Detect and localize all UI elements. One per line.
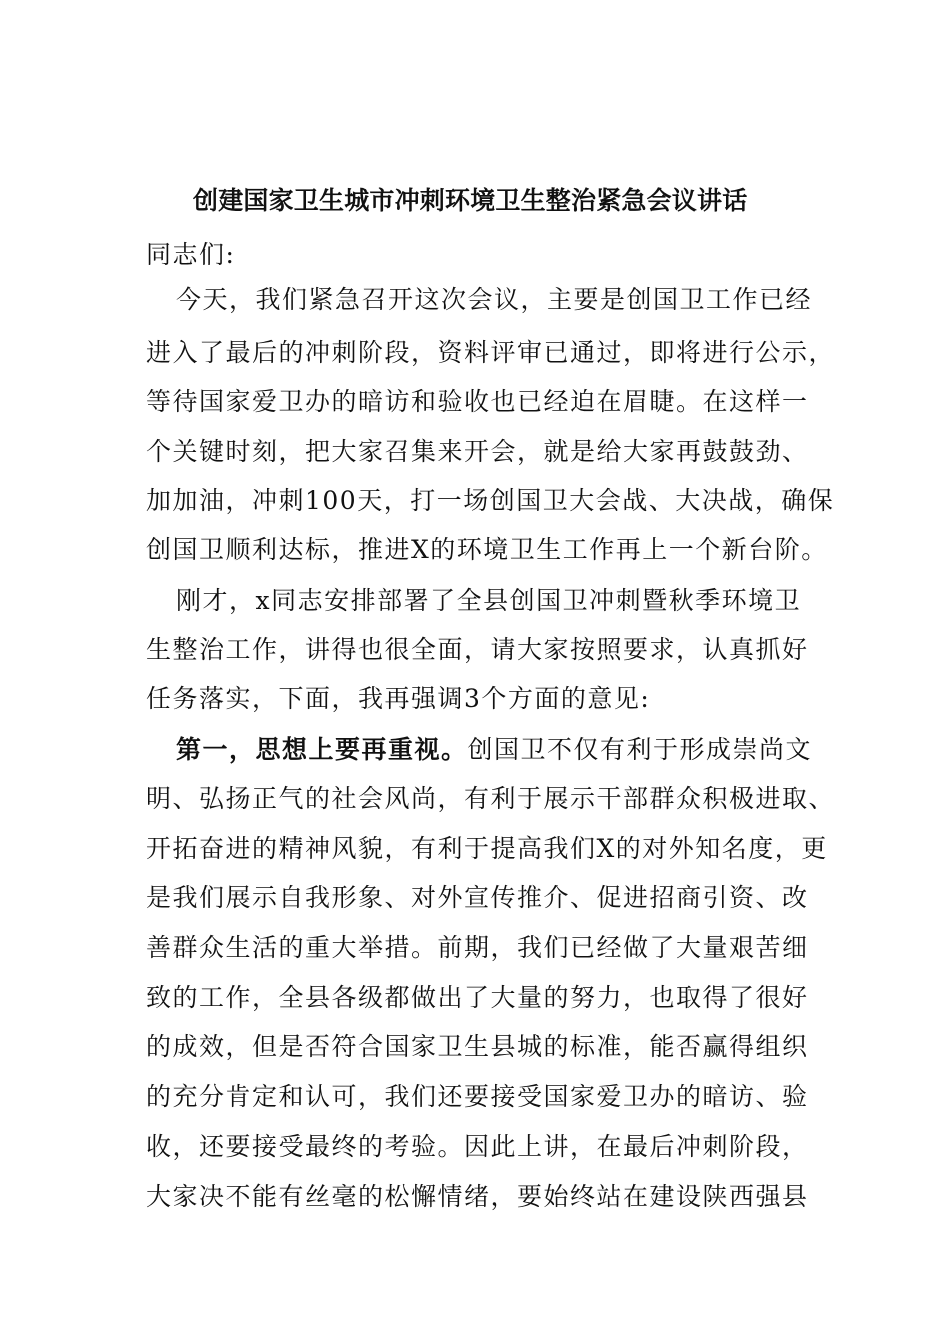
paragraph-line: 今天，我们紧急召开这次会议，主要是创国卫工作已经 <box>176 285 813 314</box>
paragraph-line: 任务落实，下面，我再强调3个方面的意见: <box>146 684 651 713</box>
paragraph-line: 开拓奋进的精神风貌，有利于提高我们X的对外知名度，更 <box>146 834 828 863</box>
paragraph-line: 的充分肯定和认可，我们还要接受国家爱卫办的暗访、验 <box>146 1082 809 1111</box>
paragraph-line: 是我们展示自我形象、对外宣传推介、促进招商引资、改 <box>146 883 809 912</box>
salutation: 同志们: <box>146 240 236 269</box>
paragraph-line: 生整治工作，讲得也很全面，请大家按照要求，认真抓好 <box>146 635 809 664</box>
section-heading: 第一，思想上要再重视。 <box>176 735 468 764</box>
paragraph-line: 的成效，但是否符合国家卫生县城的标准，能否赢得组织 <box>146 1032 809 1061</box>
paragraph-line: 致的工作，全县各级都做出了大量的努力，也取得了很好 <box>146 983 809 1012</box>
paragraph-line: 刚才，x同志安排部署了全县创国卫冲刺暨秋季环境卫 <box>176 586 802 615</box>
paragraph-line: 创国卫顺利达标，推进X的环境卫生工作再上一个新台阶。 <box>146 535 828 564</box>
paragraph-line: 进入了最后的冲刺阶段，资料评审已通过，即将进行公示， <box>146 338 836 367</box>
section-text: 创国卫不仅有利于形成崇尚文 <box>467 735 813 764</box>
paragraph-line: 大家决不能有丝毫的松懈情绪，要始终站在建设陕西强县 <box>146 1182 809 1211</box>
paragraph-line: 个关键时刻，把大家召集来开会，就是给大家再鼓鼓劲、 <box>146 437 809 466</box>
paragraph-line: 加加油，冲刺100天，打一场创国卫大会战、大决战，确保 <box>146 486 835 515</box>
paragraph-line: 收，还要接受最终的考验。因此上讲，在最后冲刺阶段， <box>146 1132 809 1161</box>
paragraph-line: 明、弘扬正气的社会风尚，有利于展示干部群众积极进取、 <box>146 784 836 813</box>
document-title: 创建国家卫生城市冲刺环境卫生整治紧急会议讲话 <box>193 186 748 215</box>
paragraph-line: 善群众生活的重大举措。前期，我们已经做了大量艰苦细 <box>146 933 809 962</box>
paragraph-line: 等待国家爱卫办的暗访和验收也已经迫在眉睫。在这样一 <box>146 387 809 416</box>
section-heading-line <box>176 733 812 767</box>
